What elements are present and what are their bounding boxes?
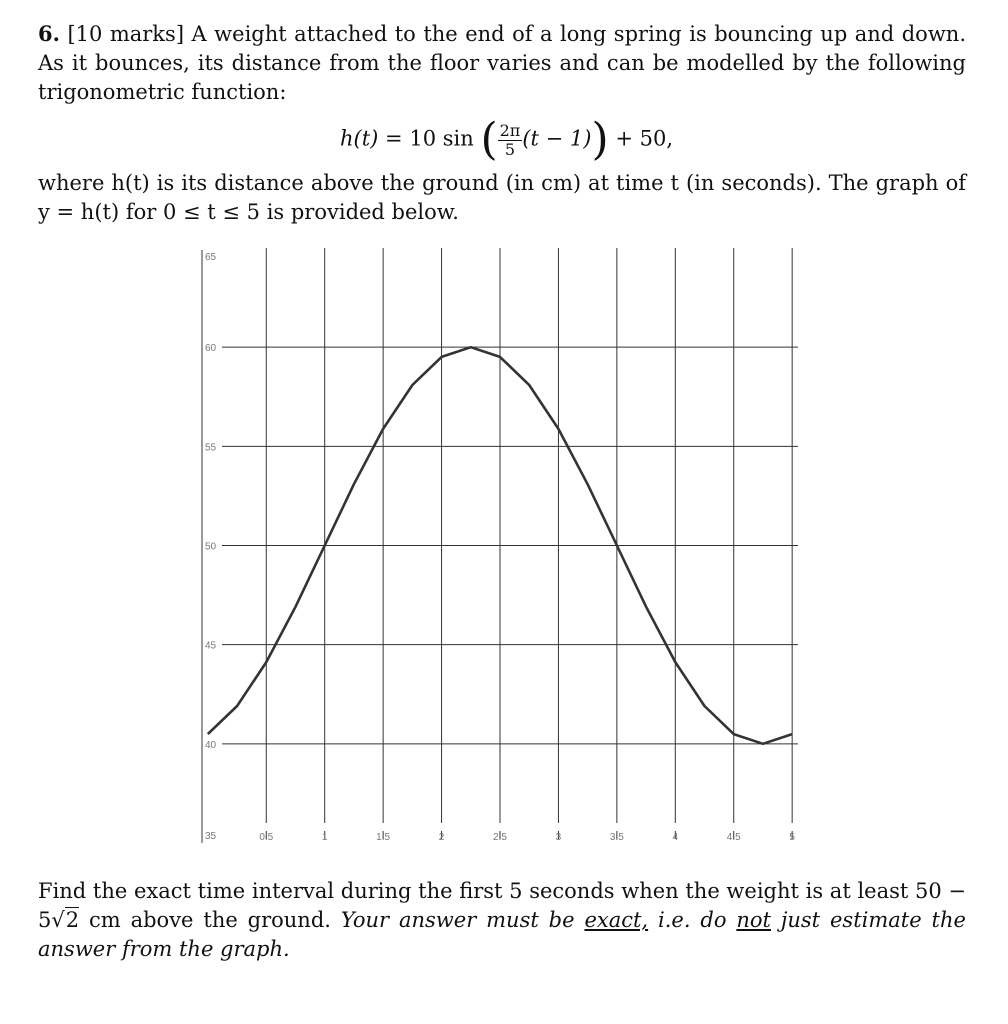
x-tick-label: 4.5 [726,832,741,843]
task-line2: cm above the ground. [89,908,331,932]
x-tick-label: 5 [789,832,795,843]
eq-open-paren: ( [480,114,498,165]
grid-horizontal-lines [222,347,798,744]
eq-frac-den: 5 [504,139,516,159]
y-tick-label: 50 [205,541,217,553]
x-tick-label: 1 [321,832,328,843]
task-italic1: Your answer must be [340,908,575,932]
task-italic2: i.e. do [658,908,727,932]
x-tick-label: 3.5 [609,832,624,843]
question-marks: [10 marks] [67,22,185,46]
x-tick-label: 2.5 [493,832,507,843]
x-tick-label: 3 [555,832,562,843]
question-number: 6. [38,21,60,46]
x-tick-label: 2 [438,832,445,843]
task-sqrt-coef: 5 [38,908,52,932]
eq-lhs: h(t) [340,126,379,151]
task-sqrt-arg: 2 [65,908,80,932]
y-tick-label: 55 [205,442,217,454]
eq-amplitude: 10 sin [409,126,474,151]
where-text: where h(t) is its distance above the ground (in cm) at time t (in seconds). The graph of y = h(t) for 0 ≤ t ≤ 5 is provided below. [38,171,966,224]
eq-tail: + 50, [615,126,673,151]
question-intro-text: A weight attached to the end of a long spring is bouncing up and down. As it bounces, its distance from the floor varies and can be modelled by the following trigonometric function: [38,22,966,104]
task-italic3: just estimate the answer from the graph. [38,908,966,961]
task-lead: Find the exact time interval during the first 5 seconds when the weight is at least 50 − [38,879,966,903]
y-tick-label: 40 [205,739,217,751]
task-not: not [736,908,771,932]
y-tick-label: 35 [205,831,217,842]
y-tick-label: 45 [205,640,217,652]
eq-equals: = [385,126,403,151]
eq-inner: (t − 1) [522,126,592,151]
eq-frac-num: 2π [499,120,521,140]
task-exact: exact, [584,908,649,932]
x-tick-label: 0.5 [259,832,274,843]
x-tick-label: 1.5 [376,832,391,843]
y-tick-label: 65 [205,252,217,263]
y-tick-label: 60 [205,343,217,355]
task-text: Find the exact time interval during the first 5 seconds when the weight is at least 50 − 5√2 cm above the ground. Your answer must be exact, i.e. do not just estimate the answer from the graph. [38,879,966,961]
eq-close-paren: ) [591,114,609,165]
x-tick-label: 4 [672,832,679,843]
